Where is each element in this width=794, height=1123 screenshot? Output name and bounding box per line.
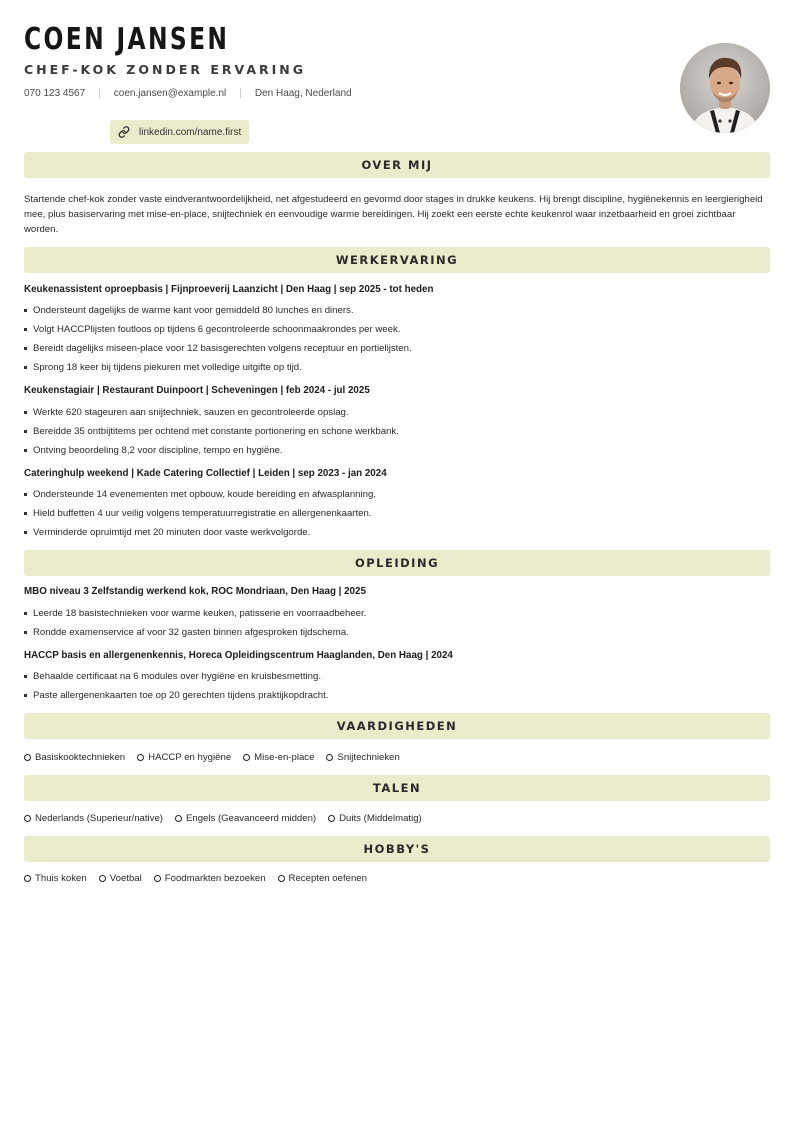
contact-separator: | [98, 88, 101, 99]
ring-bullet-icon [24, 754, 31, 761]
hobby-chip: Thuis koken [24, 873, 87, 884]
list-item: Ontving beoordeling 8,2 voor discipline, tempo en hygiëne. [24, 445, 770, 456]
list-item: Ondersteunt dagelijks de warme kant voor gemiddeld 80 lunches en diners. [24, 305, 770, 316]
list-item: Rondde examenservice af voor 32 gasten binnen afgesproken tijdschema. [24, 627, 770, 638]
phone-number: 070 123 4567 [24, 88, 86, 99]
list-item: Volgt HACCPlijsten foutloos op tijdens 6 gecontroleerde schoonmaakrondes per week. [24, 324, 770, 335]
language-chip: Nederlands (Superieur/native) [24, 813, 163, 824]
ring-bullet-icon [175, 815, 182, 822]
contact-separator: | [239, 88, 242, 99]
list-item: Paste allergenenkaarten toe op 20 gerechten tijdens praktijkopdracht. [24, 690, 770, 701]
location: Den Haag, Nederland [254, 88, 352, 99]
list-item: Sprong 18 keer bij tijdens piekuren met volledige uitgifte op tijd. [24, 362, 770, 373]
list-item: Werkte 620 stageuren aan snijtechniek, sauzen en gecontroleerde opslag. [24, 407, 770, 418]
bullet-icon [24, 411, 27, 414]
resume-header [24, 22, 770, 144]
hobby-chip: Voetbal [99, 873, 142, 884]
skill-chip: HACCP en hygiëne [137, 752, 231, 763]
ring-bullet-icon [278, 875, 285, 882]
skill-chip: Basiskooktechnieken [24, 752, 125, 763]
hobbies-list [24, 873, 770, 884]
list-item: Leerde 18 basistechnieken voor warme keuken, patisserie en voorraadbeheer. [24, 608, 770, 619]
bullet-icon [24, 612, 27, 615]
linkedin-link[interactable] [110, 120, 249, 144]
ring-bullet-icon [24, 875, 31, 882]
bullet-icon [24, 366, 27, 369]
ring-bullet-icon [99, 875, 106, 882]
bullet-icon [24, 328, 27, 331]
languages-list [24, 813, 770, 824]
ring-bullet-icon [154, 875, 161, 882]
bullet-icon [24, 449, 27, 452]
list-item: Verminderde opruimtijd met 20 minuten door vaste werkvolgorde. [24, 527, 770, 538]
job-title: Keukenstagiair | Restaurant Duinpoort | Scheveningen | feb 2024 - jul 2025 [24, 385, 370, 396]
job-subtitle: CHEF-KOK ZONDER ERVARING [24, 62, 307, 77]
bullet-icon [24, 347, 27, 350]
list-item: Behaalde certificaat na 6 modules over hygiëne en kruisbesmetting. [24, 671, 770, 682]
hobby-chip: Foodmarkten bezoeken [154, 873, 266, 884]
education-title: HACCP basis en allergenenkennis, Horeca Opleidingscentrum Haaglanden, Den Haag | 2024 [24, 650, 453, 661]
list-item: Bereidt dagelijks miseen-place voor 12 basisgerechten volgens receptuur en portielijsten. [24, 343, 770, 354]
bullet-icon [24, 430, 27, 433]
hobby-chip: Recepten oefenen [278, 873, 367, 884]
list-item: Ondersteunde 14 evenementen met opbouw, koude bereiding en afwasplanning. [24, 489, 770, 500]
section-title: OVER MIJ [361, 158, 433, 172]
bullet-icon [24, 512, 27, 515]
language-chip: Engels (Geavanceerd midden) [175, 813, 316, 824]
bullet-icon [24, 531, 27, 534]
summary-text: Startende chef-kok zonder vaste eindverantwoordelijkheid, net afgestudeerd en gevormd door stages in drukke keukens. Hij brengt discipline, hygiënekennis en leergierigheid mee, plus basiservaring met mise-en-place, snijtechniek en eenvoudige warme bereidingen. Hij zoekt een eerste echte keukenrol waar inzetbaarheid en groei zichtbaar worden. [24, 194, 763, 235]
section-header-summary [24, 152, 770, 178]
bullet-icon [24, 309, 27, 312]
section-title: WERKERVARING [335, 253, 459, 267]
list-item: Hield buffetten 4 uur veilig volgens temperatuurregistratie en allergenenkaarten. [24, 508, 770, 519]
section-title: OPLEIDING [354, 556, 440, 570]
ring-bullet-icon [326, 754, 333, 761]
section-header-hobbies [24, 836, 770, 862]
linkedin-url: linkedin.com/name.first [139, 126, 242, 138]
bullet-icon [24, 631, 27, 634]
job-title: Keukenassistent oproepbasis | Fijnproeverij Laanzicht | Den Haag | sep 2025 - tot heden [24, 284, 434, 295]
section-title: HOBBY'S [363, 842, 431, 856]
education-title: MBO niveau 3 Zelfstandig werkend kok, ROC Mondriaan, Den Haag | 2025 [24, 586, 366, 597]
ring-bullet-icon [328, 815, 335, 822]
link-icon [118, 126, 130, 138]
section-header-education [24, 550, 770, 576]
job-title: Cateringhulp weekend | Kade Catering Collectief | Leiden | sep 2023 - jan 2024 [24, 468, 387, 479]
profile-photo [680, 43, 770, 133]
ring-bullet-icon [137, 754, 144, 761]
section-header-experience [24, 247, 770, 273]
section-header-languages [24, 775, 770, 801]
skill-chip: Snijtechnieken [326, 752, 399, 763]
ring-bullet-icon [243, 754, 250, 761]
section-title: TALEN [372, 781, 422, 795]
list-item: Bereidde 35 ontbijtitems per ochtend met constante portionering en schone werkbank. [24, 426, 770, 437]
candidate-name: COEN JANSEN [24, 22, 230, 57]
contact-line [24, 88, 352, 99]
section-header-skills [24, 713, 770, 739]
bullet-icon [24, 493, 27, 496]
ring-bullet-icon [24, 815, 31, 822]
language-chip: Duits (Middelmatig) [328, 813, 422, 824]
skills-list [24, 752, 770, 763]
bullet-icon [24, 675, 27, 678]
skill-chip: Mise-en-place [243, 752, 314, 763]
email-address[interactable]: coen.jansen@example.nl [113, 88, 227, 99]
section-title: VAARDIGHEDEN [336, 719, 458, 733]
bullet-icon [24, 694, 27, 697]
